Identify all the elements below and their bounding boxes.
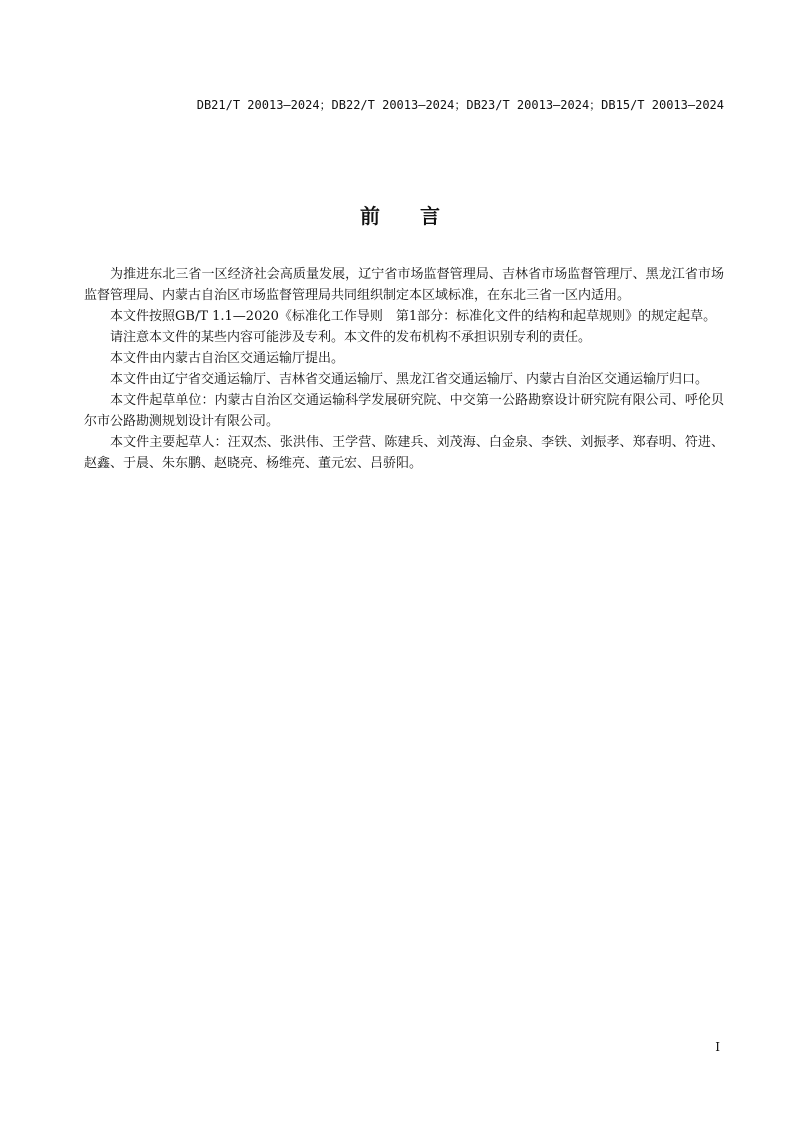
- paragraph-responsible-units: 本文件由辽宁省交通运输厅、吉林省交通运输厅、黑龙江省交通运输厅、内蒙古自治区交通运输厅归口。: [110, 372, 709, 387]
- standard-codes: DB21/T 20013—2024；DB22/T 20013—2024；DB23/T 20013—2024；DB15/T 20013—2024: [196, 98, 724, 112]
- paragraph-drafting-units: 本文件起草单位：内蒙古自治区交通运输科学发展研究院、中交第一公路勘察设计研究院有限公司、呼伦贝尔市公路勘测规划设计有限公司。: [84, 393, 724, 429]
- page-number: I: [715, 1040, 720, 1054]
- title-char-2: 言: [420, 204, 440, 228]
- foreword-body: [84, 264, 724, 474]
- paragraph-purpose: 为推进东北三省一区经济社会高质量发展，辽宁省市场监督管理局、吉林省市场监督管理厅、黑龙江省市场监督管理局、内蒙古自治区市场监督管理局共同组织制定本区域标准，在东北三省一区内适用。: [84, 267, 724, 303]
- paragraph-drafting-rules: 本文件按照GB/T 1.1—2020《标准化工作导则 第1部分：标准化文件的结构和起草规则》的规定起草。: [110, 309, 717, 324]
- page-title: [0, 200, 800, 229]
- paragraph-proposer: 本文件由内蒙古自治区交通运输厅提出。: [110, 351, 345, 366]
- title-char-1: 前: [360, 204, 380, 228]
- paragraph-drafters: 本文件主要起草人：汪双杰、张洪伟、王学营、陈建兵、刘茂海、白金泉、李铁、刘振孝、郑春明、符进、赵鑫、于晨、朱东鹏、赵晓亮、杨维亮、董元宏、吕骄阳。: [84, 435, 724, 471]
- paragraph-patent-notice: 请注意本文件的某些内容可能涉及专利。本文件的发布机构不承担识别专利的责任。: [110, 330, 592, 345]
